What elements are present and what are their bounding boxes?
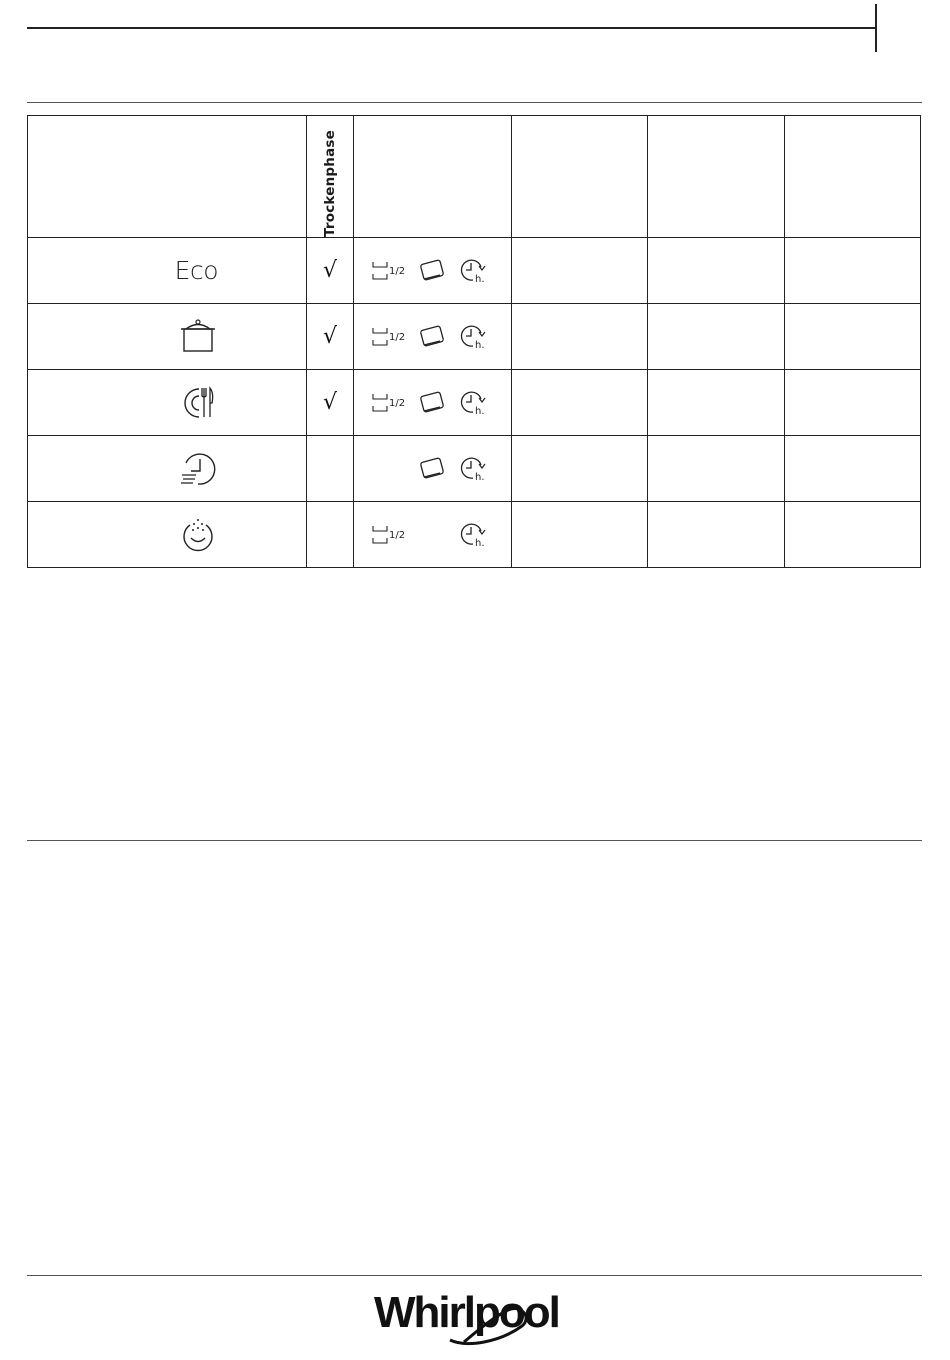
empty-cell [512, 238, 648, 304]
empty-cell [512, 370, 648, 436]
tablet-icon [418, 456, 448, 482]
delay-unit: h. [475, 339, 485, 351]
half-load-fraction: 1/2 [389, 331, 406, 343]
header-col-5 [648, 116, 785, 238]
empty-cell [512, 502, 648, 568]
table-row [28, 370, 921, 436]
program-cell [28, 238, 307, 304]
tablet-icon [418, 390, 448, 416]
header-col-4 [512, 116, 648, 238]
brand-wordmark: Whirlpool [374, 1288, 559, 1337]
program-cell [28, 304, 307, 370]
tablet-icon [418, 324, 448, 350]
dry-phase-label: Trockenphase [322, 129, 338, 237]
header-dry-phase [307, 116, 354, 238]
drying-cell [307, 304, 354, 370]
empty-cell [648, 304, 785, 370]
quick-wash-icon [178, 449, 218, 489]
delay-unit: h. [475, 405, 485, 417]
header-col-6 [785, 116, 921, 238]
header-program [28, 116, 307, 238]
empty-cell [512, 436, 648, 502]
program-table [27, 115, 921, 568]
delay-start-icon [459, 455, 489, 483]
half-load-fraction: 1/2 [389, 397, 406, 409]
empty-cell [648, 370, 785, 436]
half-load-icon [372, 525, 412, 545]
empty-cell [785, 370, 921, 436]
options-cell [354, 238, 512, 304]
empty-cell [785, 502, 921, 568]
options-cell [354, 304, 512, 370]
tablet-icon [418, 258, 448, 284]
table-top-rule [27, 102, 922, 103]
table-row [28, 436, 921, 502]
footer-rule [27, 1275, 922, 1276]
delay-start-icon [459, 389, 489, 417]
eco-program-label: Eco [174, 256, 218, 285]
drying-cell [307, 370, 354, 436]
table-row [28, 238, 921, 304]
program-cell [28, 370, 307, 436]
top-rule [27, 27, 877, 29]
delay-unit: h. [475, 537, 485, 549]
drying-check: √ [322, 390, 338, 415]
drying-check: √ [322, 258, 338, 283]
rinse-icon [178, 515, 218, 555]
program-cell [28, 502, 307, 568]
pot-icon [178, 317, 218, 357]
options-cell [354, 370, 512, 436]
plate-cutlery-icon [178, 383, 218, 423]
options-cell [354, 436, 512, 502]
empty-cell [512, 304, 648, 370]
table-row [28, 304, 921, 370]
half-load-fraction: 1/2 [389, 265, 406, 277]
empty-cell [785, 436, 921, 502]
delay-unit: h. [475, 273, 485, 285]
half-load-fraction: 1/2 [389, 529, 406, 541]
whirlpool-logo [372, 1282, 580, 1350]
options-cell [354, 502, 512, 568]
drying-cell [307, 436, 354, 502]
drying-cell [307, 238, 354, 304]
table-header-row [28, 116, 921, 238]
empty-cell [785, 238, 921, 304]
empty-cell [648, 436, 785, 502]
drying-check: √ [322, 324, 338, 349]
empty-cell [648, 238, 785, 304]
delay-start-icon [459, 323, 489, 351]
half-load-icon [372, 393, 412, 413]
half-load-icon [372, 261, 412, 281]
half-load-icon [372, 327, 412, 347]
table-row [28, 502, 921, 568]
program-cell [28, 436, 307, 502]
empty-cell [785, 304, 921, 370]
delay-start-icon [459, 257, 489, 285]
section-divider [27, 840, 922, 841]
empty-cell [648, 502, 785, 568]
header-options [354, 116, 512, 238]
delay-start-icon [459, 521, 489, 549]
crop-mark [875, 4, 877, 52]
delay-unit: h. [475, 471, 485, 483]
drying-cell [307, 502, 354, 568]
